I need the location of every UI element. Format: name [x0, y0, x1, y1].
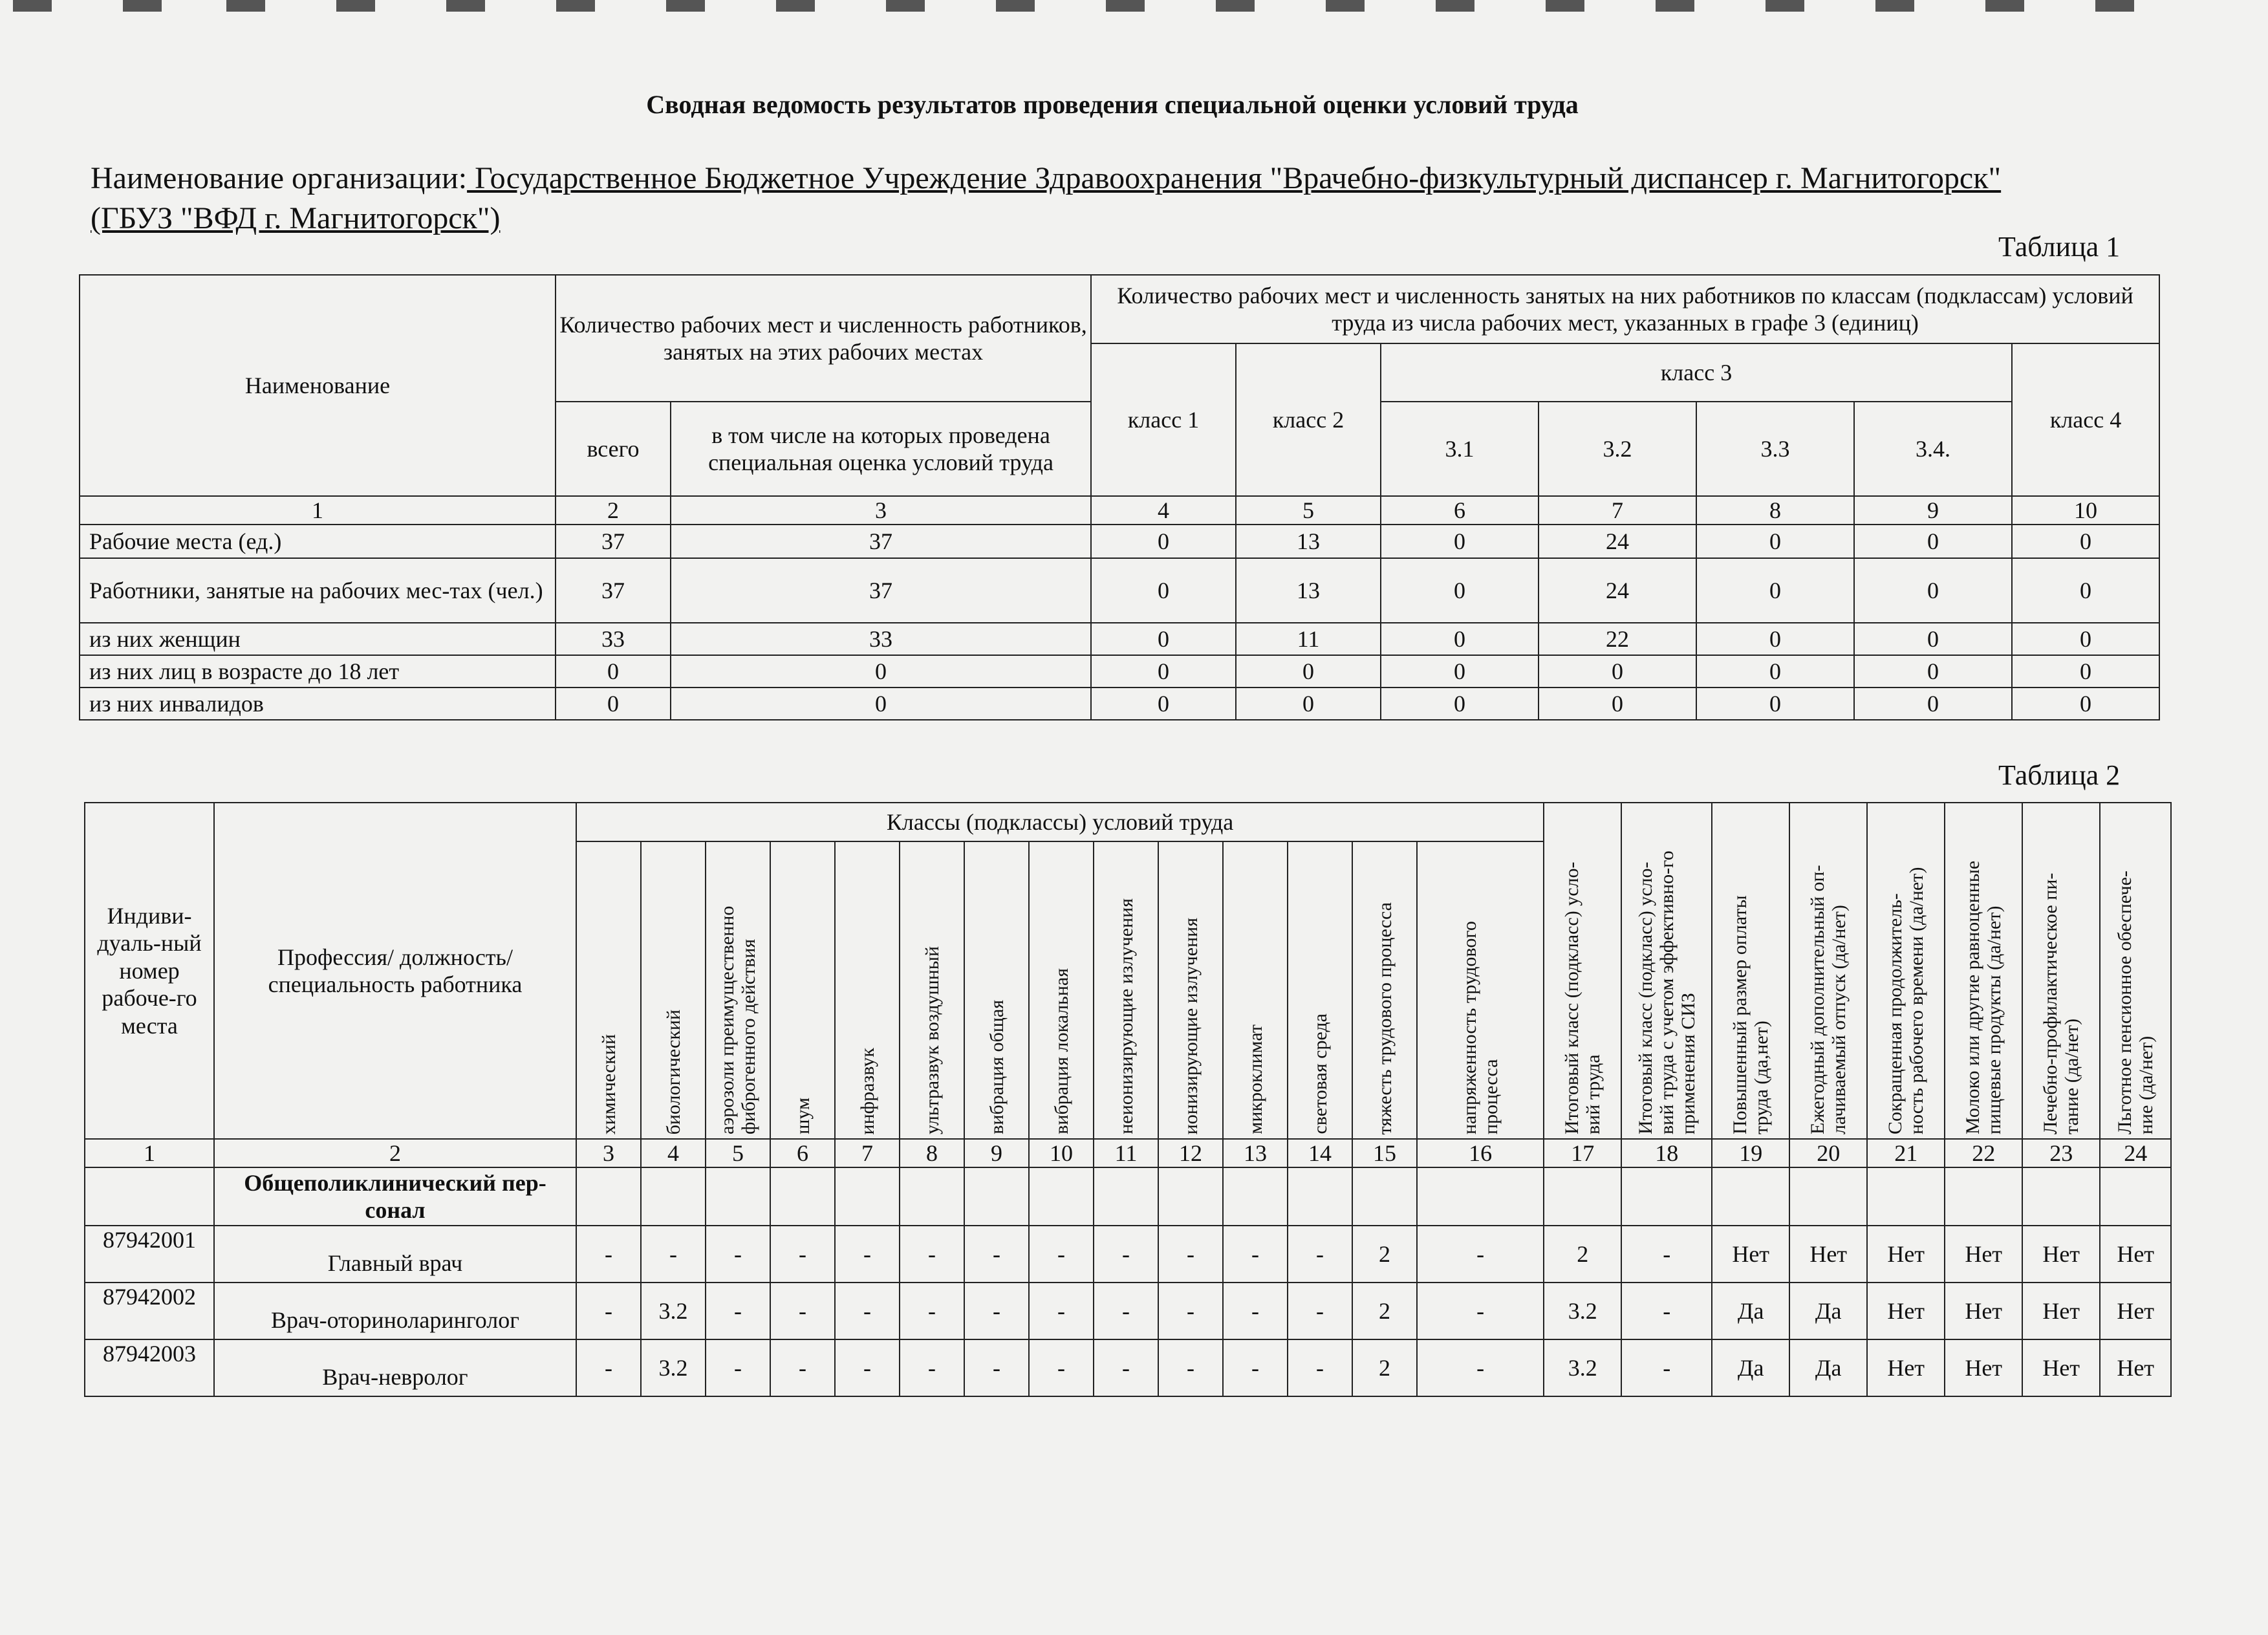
table-cell: Да	[1712, 1339, 1789, 1396]
table-cell: Да	[1712, 1283, 1789, 1339]
table-cell: 37	[671, 525, 1091, 558]
table-cell	[1789, 1167, 1867, 1226]
column-number: 6	[1381, 496, 1539, 525]
table-cell	[1417, 1167, 1544, 1226]
table-cell: Нет	[1712, 1226, 1789, 1283]
workplace-results-table	[84, 802, 2172, 1397]
column-number: 20	[1789, 1139, 1867, 1167]
header-reduced-hours: Сокращенная продолжитель-ность рабочего времени (да/нет)	[1885, 867, 1928, 1134]
table-cell: 3.2	[641, 1339, 706, 1396]
table-cell: 0	[1381, 655, 1539, 688]
column-number: 23	[2022, 1139, 2100, 1167]
table-cell: Нет	[2100, 1226, 2171, 1283]
table-cell: -	[964, 1226, 1029, 1283]
table-cell: -	[1029, 1226, 1094, 1283]
table-cell: -	[1029, 1339, 1094, 1396]
workplace-id: 87942003	[85, 1339, 214, 1396]
column-number: 7	[1539, 496, 1696, 525]
table-cell: Нет	[2100, 1339, 2171, 1396]
organization-name: Государственное Бюджетное Учреждение Здравоохранения "Врачебно-физкультурный диспансер г. Магнитогорск"	[467, 161, 2002, 195]
table-cell: 33	[671, 623, 1091, 655]
table-cell: 0	[2012, 558, 2159, 623]
table-cell: 0	[1854, 558, 2012, 623]
binder-mark	[446, 0, 485, 12]
table-cell: -	[706, 1283, 770, 1339]
table-row	[85, 1339, 2171, 1396]
header-increased-pay: Повышенный размер оплаты труда (да,нет)	[1729, 895, 1773, 1134]
table-cell: 0	[1539, 655, 1696, 688]
header-factor-cell	[576, 841, 641, 1139]
table-cell: 0	[1854, 655, 2012, 688]
column-number: 4	[641, 1139, 706, 1167]
header-pension: Льготное пенсионное обеспече-ние (да/нет)	[2114, 871, 2157, 1134]
table-cell: 13	[1236, 525, 1381, 558]
table1-caption: Таблица 1	[1998, 231, 2121, 263]
table-cell	[900, 1167, 964, 1226]
table-cell: -	[1621, 1226, 1712, 1283]
table-cell: Нет	[1867, 1339, 1945, 1396]
section-row	[85, 1167, 2171, 1226]
table-cell: Нет	[2022, 1339, 2100, 1396]
document-title: Сводная ведомость результатов проведения специальной оценки условий труда	[646, 90, 1579, 119]
table-cell	[1712, 1167, 1789, 1226]
organization-short-name: (ГБУЗ "ВФД г. Магнитогорск")	[91, 201, 501, 235]
table-cell: -	[1029, 1283, 1094, 1339]
binder-mark	[226, 0, 265, 12]
table2-caption: Таблица 2	[1998, 759, 2121, 791]
table-cell: 0	[671, 688, 1091, 720]
header-factor: химический	[598, 1034, 620, 1134]
header-factor: напряженность трудового процесса	[1459, 921, 1502, 1134]
table-cell: 0	[1696, 688, 1854, 720]
table-cell: 0	[1539, 688, 1696, 720]
table-cell: Да	[1789, 1283, 1867, 1339]
table-cell: -	[900, 1283, 964, 1339]
column-number-row	[85, 1139, 2171, 1167]
organization-line	[91, 158, 2160, 239]
column-number: 21	[1867, 1139, 1945, 1167]
table-cell: -	[1288, 1283, 1352, 1339]
table-cell: 3.2	[1544, 1283, 1621, 1339]
table-cell: Нет	[1945, 1339, 2022, 1396]
header-factor-cell	[1288, 841, 1352, 1139]
column-number: 17	[1544, 1139, 1621, 1167]
header-factor-cell	[964, 841, 1029, 1139]
header-classes-group: Количество рабочих мест и численность занятых на них работников по классам (подклассам) условий труда из числа рабочих мест, указанных в графе 3 (единиц)	[1091, 275, 2159, 343]
table-cell: Нет	[1945, 1226, 2022, 1283]
table-cell: -	[1288, 1339, 1352, 1396]
header-factor: ионизирующие излучения	[1180, 917, 1202, 1134]
table-cell: -	[1223, 1339, 1288, 1396]
header-extra-cell	[2100, 803, 2171, 1139]
header-class3: класс 3	[1381, 343, 2012, 402]
header-factor-cell	[1352, 841, 1417, 1139]
table-cell: 0	[1696, 655, 1854, 688]
column-number: 5	[706, 1139, 770, 1167]
column-number: 3	[671, 496, 1091, 525]
table-cell: 2	[1352, 1283, 1417, 1339]
header-name: Наименование	[80, 275, 556, 496]
header-factor: тяжесть трудового процесса	[1374, 902, 1396, 1134]
table-cell: 0	[1091, 623, 1236, 655]
table-row	[80, 525, 2159, 558]
table-cell: -	[770, 1283, 835, 1339]
table-cell: -	[1417, 1283, 1544, 1339]
table-cell: 24	[1539, 558, 1696, 623]
table-cell: -	[835, 1283, 900, 1339]
header-factor: ультразвук воздушный	[921, 946, 943, 1134]
header-factor-cell	[706, 841, 770, 1139]
header-extra-cell	[1945, 803, 2022, 1139]
table-cell: 0	[671, 655, 1091, 688]
table-cell	[1945, 1167, 2022, 1226]
table-row	[80, 655, 2159, 688]
header-final-class: Итоговый класс (подкласс) усло-вий труда	[1561, 861, 1604, 1134]
profession-name: Главный врач	[214, 1226, 576, 1283]
table-cell: 0	[1236, 688, 1381, 720]
table-cell: Нет	[1789, 1226, 1867, 1283]
header-class4: класс 4	[2012, 343, 2159, 496]
table-cell: -	[964, 1283, 1029, 1339]
binder-mark	[1546, 0, 1584, 12]
table-cell: Да	[1789, 1339, 1867, 1396]
header-conditions-classes: Классы (подклассы) условий труда	[576, 803, 1544, 841]
table-cell: 0	[2012, 525, 2159, 558]
column-number: 4	[1091, 496, 1236, 525]
header-milk: Молоко или другие равноценные пищевые продукты (да/нет)	[1962, 860, 2005, 1134]
table-cell	[1029, 1167, 1094, 1226]
header-extra-cell	[1789, 803, 1867, 1139]
header-workplaces-group: Количество рабочих мест и численность работников, занятых на этих рабочих местах	[556, 275, 1091, 402]
header-factor-cell	[900, 841, 964, 1139]
header-factor: аэрозоли преимущественно фиброгенного действия	[717, 905, 759, 1134]
header-factor: вибрация общая	[986, 1000, 1008, 1134]
table-row	[80, 558, 2159, 623]
header-class-3-2: 3.2	[1539, 402, 1696, 496]
table-cell: -	[576, 1226, 641, 1283]
table-cell: 22	[1539, 623, 1696, 655]
table-cell: 0	[1091, 688, 1236, 720]
table-cell: 0	[1854, 688, 2012, 720]
header-class2: класс 2	[1236, 343, 1381, 496]
header-extra-cell	[1712, 803, 1789, 1139]
table-cell: 0	[1091, 655, 1236, 688]
header-extra-cell	[1867, 803, 1945, 1139]
table-cell: -	[1094, 1283, 1158, 1339]
header-factor: световая среда	[1309, 1013, 1331, 1134]
column-number: 19	[1712, 1139, 1789, 1167]
table-cell: 33	[556, 623, 671, 655]
table-cell	[770, 1167, 835, 1226]
binder-mark	[1656, 0, 1694, 12]
column-number: 18	[1621, 1139, 1712, 1167]
table-cell	[835, 1167, 900, 1226]
table-cell: 0	[556, 688, 671, 720]
profession-name: Врач-невролог	[214, 1339, 576, 1396]
header-factor-cell	[1029, 841, 1094, 1139]
table-row	[85, 1226, 2171, 1283]
table-cell: -	[1094, 1339, 1158, 1396]
header-extra-cell	[1621, 803, 1712, 1139]
binder-mark	[336, 0, 375, 12]
header-factor-cell	[835, 841, 900, 1139]
table-cell: 0	[1854, 525, 2012, 558]
column-number: 1	[85, 1139, 214, 1167]
table-cell: 0	[1381, 525, 1539, 558]
table-row	[80, 688, 2159, 720]
table-cell	[2100, 1167, 2171, 1226]
table-cell: 0	[1696, 525, 1854, 558]
column-number: 6	[770, 1139, 835, 1167]
table-cell: -	[1288, 1226, 1352, 1283]
column-number: 3	[576, 1139, 641, 1167]
column-number: 7	[835, 1139, 900, 1167]
column-number: 14	[1288, 1139, 1352, 1167]
column-number: 24	[2100, 1139, 2171, 1167]
header-factor-cell	[1223, 841, 1288, 1139]
table-cell: -	[641, 1226, 706, 1283]
table-cell: 0	[1381, 688, 1539, 720]
header-factor: шум	[792, 1098, 814, 1134]
column-number: 13	[1223, 1139, 1288, 1167]
table-cell: -	[964, 1339, 1029, 1396]
column-number: 1	[80, 496, 556, 525]
column-number: 8	[900, 1139, 964, 1167]
header-factor: микроклимат	[1244, 1024, 1266, 1134]
table-row	[80, 623, 2159, 655]
binder-mark	[886, 0, 925, 12]
header-profession: Профессия/ должность/ специальность работника	[214, 803, 576, 1139]
header-class-3-1: 3.1	[1381, 402, 1539, 496]
row-label: из них женщин	[80, 623, 556, 655]
header-factor-cell	[641, 841, 706, 1139]
table-cell: -	[1417, 1226, 1544, 1283]
column-number: 10	[2012, 496, 2159, 525]
binder-mark	[1875, 0, 1914, 12]
column-number: 10	[1029, 1139, 1094, 1167]
organization-label: Наименование организации:	[91, 161, 468, 195]
table-cell: 3.2	[1544, 1339, 1621, 1396]
column-number: 8	[1696, 496, 1854, 525]
summary-table	[79, 274, 2160, 720]
table-cell: -	[1621, 1339, 1712, 1396]
binder-mark	[123, 0, 162, 12]
row-label: из них инвалидов	[80, 688, 556, 720]
table-cell: Нет	[2022, 1283, 2100, 1339]
header-factor: инфразвук	[856, 1047, 878, 1134]
table-cell: Нет	[1945, 1283, 2022, 1339]
table-cell: -	[770, 1339, 835, 1396]
binder-mark	[666, 0, 705, 12]
table-row	[85, 1283, 2171, 1339]
table-cell: -	[706, 1226, 770, 1283]
binder-mark	[1436, 0, 1474, 12]
binder-mark	[13, 0, 52, 12]
table-cell: 37	[556, 525, 671, 558]
column-number: 5	[1236, 496, 1381, 525]
column-number: 2	[214, 1139, 576, 1167]
table-cell: Нет	[2100, 1283, 2171, 1339]
binder-mark	[1985, 0, 2024, 12]
table-cell	[1352, 1167, 1417, 1226]
table-cell	[1094, 1167, 1158, 1226]
table-cell: 0	[1091, 558, 1236, 623]
table-cell: -	[1621, 1283, 1712, 1339]
binder-mark	[996, 0, 1035, 12]
table-cell: Нет	[1867, 1283, 1945, 1339]
table-cell	[576, 1167, 641, 1226]
row-label: Работники, занятые на рабочих мес-тах (чел.)	[80, 558, 556, 623]
profession-name: Врач-оториноларинголог	[214, 1283, 576, 1339]
binder-mark	[1106, 0, 1145, 12]
table-cell: 0	[1091, 525, 1236, 558]
section-title: Общеполиклинический пер-сонал	[214, 1167, 576, 1226]
header-total: всего	[556, 402, 671, 496]
table-cell	[2022, 1167, 2100, 1226]
table-cell: 24	[1539, 525, 1696, 558]
column-number-row	[80, 496, 2159, 525]
table-cell: 0	[1236, 655, 1381, 688]
table-cell: 0	[1696, 623, 1854, 655]
table-cell: 3.2	[641, 1283, 706, 1339]
table-cell	[1288, 1167, 1352, 1226]
binder-mark	[556, 0, 595, 12]
header-extra-cell	[2022, 803, 2100, 1139]
table-cell: Нет	[1867, 1226, 1945, 1283]
table-cell: 11	[1236, 623, 1381, 655]
binder-mark	[776, 0, 815, 12]
table-cell: 2	[1544, 1226, 1621, 1283]
table-cell: -	[576, 1339, 641, 1396]
table-cell: 2	[1352, 1339, 1417, 1396]
header-assessed: в том числе на которых проведена специальная оценка условий труда	[671, 402, 1091, 496]
table-cell: 0	[556, 655, 671, 688]
table-cell	[1544, 1167, 1621, 1226]
table-cell: -	[900, 1226, 964, 1283]
header-extra-leave: Ежегодный дополнительный оп-лачиваемый отпуск (да/нет)	[1807, 865, 1850, 1134]
header-class-3-4: 3.4.	[1854, 402, 2012, 496]
row-label: Рабочие места (ед.)	[80, 525, 556, 558]
table-cell: -	[1223, 1283, 1288, 1339]
column-number: 16	[1417, 1139, 1544, 1167]
workplace-id: 87942002	[85, 1283, 214, 1339]
table-cell: 0	[2012, 623, 2159, 655]
header-factor: вибрация локальная	[1050, 968, 1072, 1134]
table-cell	[1621, 1167, 1712, 1226]
header-factor-cell	[1417, 841, 1544, 1139]
table-cell: -	[835, 1339, 900, 1396]
header-factor-cell	[1094, 841, 1158, 1139]
table-cell	[964, 1167, 1029, 1226]
binder-mark	[1766, 0, 1804, 12]
table-cell: -	[1158, 1226, 1223, 1283]
column-number: 2	[556, 496, 671, 525]
table-cell	[1158, 1167, 1223, 1226]
table-cell: -	[835, 1226, 900, 1283]
header-factor: неионизирующие излучения	[1115, 898, 1137, 1134]
table-cell	[641, 1167, 706, 1226]
column-number: 11	[1094, 1139, 1158, 1167]
header-final-class-ppe: Итоговый класс (подкласс) усло-вий труда с учетом эффективно-го применения СИЗ	[1634, 850, 1699, 1134]
table-cell: -	[576, 1283, 641, 1339]
column-number: 9	[964, 1139, 1029, 1167]
header-factor-cell	[770, 841, 835, 1139]
table-cell: 0	[1381, 623, 1539, 655]
table-cell: -	[1094, 1226, 1158, 1283]
table-cell: -	[1417, 1339, 1544, 1396]
header-class1: класс 1	[1091, 343, 1236, 496]
table-cell: -	[1158, 1339, 1223, 1396]
table-cell: -	[900, 1339, 964, 1396]
header-class-3-3: 3.3	[1696, 402, 1854, 496]
table-cell: -	[1223, 1226, 1288, 1283]
column-number: 9	[1854, 496, 2012, 525]
table-cell: -	[706, 1339, 770, 1396]
table-cell: -	[770, 1226, 835, 1283]
table-cell	[1223, 1167, 1288, 1226]
workplace-id: 87942001	[85, 1226, 214, 1283]
row-label: из них лиц в возрасте до 18 лет	[80, 655, 556, 688]
table-cell: Нет	[2022, 1226, 2100, 1283]
table-cell: -	[1158, 1283, 1223, 1339]
table-cell: 0	[1381, 558, 1539, 623]
header-factor-cell	[1158, 841, 1223, 1139]
header-factor: биологический	[662, 1009, 684, 1134]
table-cell: 37	[556, 558, 671, 623]
table-cell: 37	[671, 558, 1091, 623]
column-number: 15	[1352, 1139, 1417, 1167]
table-cell: 0	[2012, 688, 2159, 720]
column-number: 12	[1158, 1139, 1223, 1167]
header-nutrition: Лечебно-профилактическое пи-тание (да/нет)	[2040, 872, 2083, 1134]
binder-mark	[1326, 0, 1365, 12]
header-workplace-id: Индиви-дуаль-ный номер рабоче-го места	[85, 803, 214, 1139]
table-cell: 0	[1854, 623, 2012, 655]
column-number: 22	[1945, 1139, 2022, 1167]
table-cell: 0	[2012, 655, 2159, 688]
table-cell	[1867, 1167, 1945, 1226]
table-cell: 0	[1696, 558, 1854, 623]
table-cell	[706, 1167, 770, 1226]
table-cell: 2	[1352, 1226, 1417, 1283]
binder-mark	[1216, 0, 1255, 12]
binder-mark	[2095, 0, 2134, 12]
table-cell	[85, 1167, 214, 1226]
header-extra-cell	[1544, 803, 1621, 1139]
table-cell: 13	[1236, 558, 1381, 623]
